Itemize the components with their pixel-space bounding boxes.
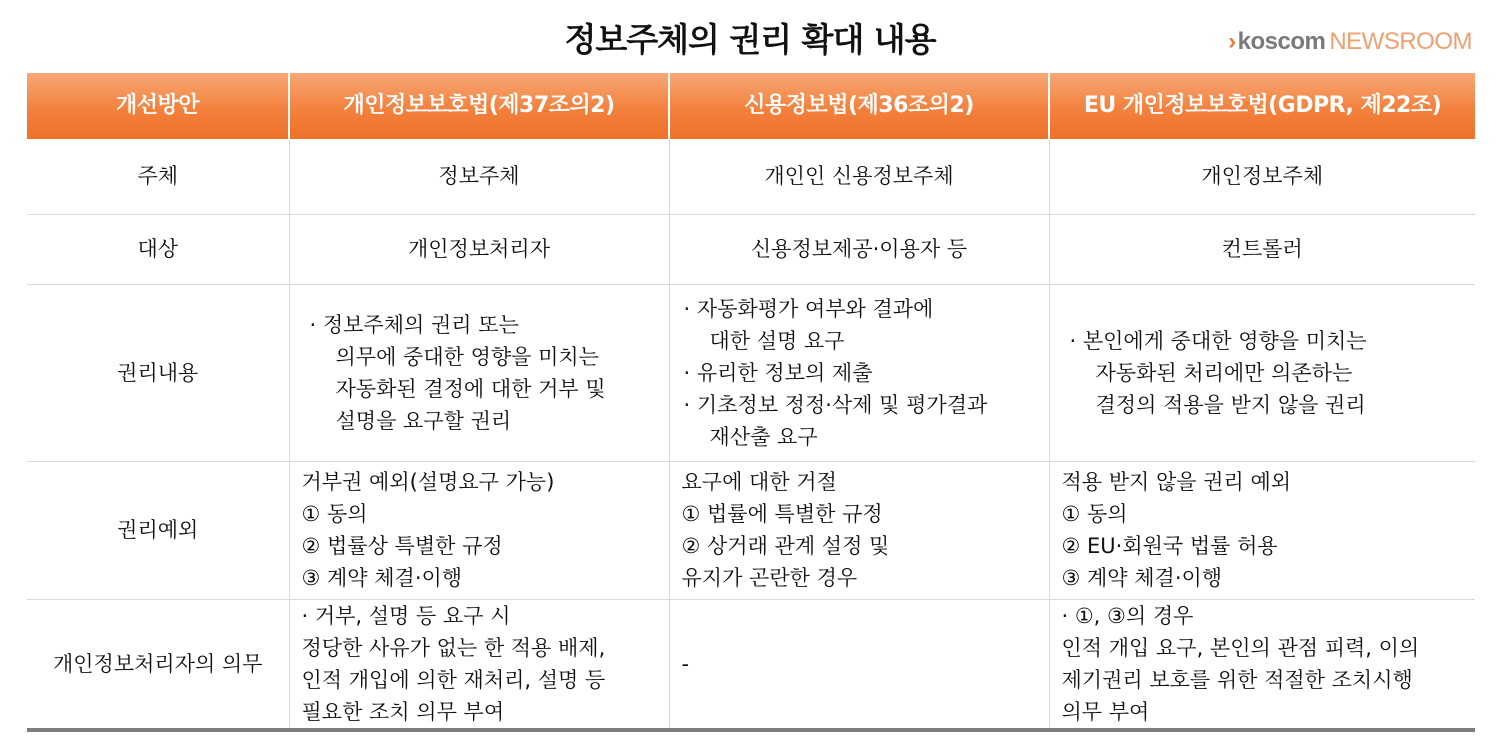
logo-brand: koscom [1237,28,1326,55]
cell-line: 대한 설명 요구 [709,328,845,353]
cell-line: 재산출 요구 [709,424,818,449]
table-cell [289,599,669,730]
row-label: 개인정보처리자의 의무 [27,599,289,730]
cell-line: 적용 받지 않을 권리 예외 [1061,470,1292,494]
cell-line: 설명을 요구할 권리 [335,408,512,433]
cell-line: ③ 계약 체결·이행 [1061,566,1223,590]
cell-line: 결정의 적용을 받지 않을 권리 [1095,392,1366,417]
header-gdpr: EU 개인정보보호법(GDPR, 제22조) [1049,73,1475,139]
table-cell: 개인정보처리자 [289,214,669,284]
chevron-logo-icon: › [1228,28,1236,55]
header-improvement: 개선방안 [27,73,289,139]
cell-line: 제기권리 보호를 위한 적절한 조치시행 [1061,667,1413,692]
cell-line: · ①, ③의 경우 [1061,603,1194,628]
koscom-newsroom-logo [1228,28,1472,56]
cell-line: 거부권 예외(설명요구 가능) [301,470,555,494]
table-cell [1049,284,1475,461]
row-label: 주체 [27,139,289,214]
cell-line: 인적 개입 요구, 본인의 관점 피력, 이의 [1061,635,1420,660]
table-cell [1049,599,1475,730]
cell-line: 정당한 사유가 없는 한 적용 배제, [301,635,606,660]
table-cell: 개인인 신용정보주체 [669,139,1049,214]
logo-newsroom: NEWSROOM [1329,28,1472,55]
cell-line: · 자동화평가 여부와 결과에 [683,296,934,321]
table-cell: 컨트롤러 [1049,214,1475,284]
row-label: 권리내용 [27,284,289,461]
table-cell [669,284,1049,461]
rights-comparison-table [27,73,1475,732]
table-cell: 정보주체 [289,139,669,214]
cell-line: 유지가 곤란한 경우 [681,566,858,590]
cell-line: 의무에 중대한 영향을 미치는 [335,344,599,369]
row-label: 대상 [27,214,289,284]
row-label: 권리예외 [27,461,289,599]
table-cell [289,461,669,599]
table-cell [289,284,669,461]
cell-line: · 본인에게 중대한 영향을 미치는 [1069,328,1367,353]
cell-line: ② 법률상 특별한 규정 [301,534,503,558]
cell-line: · 정보주체의 권리 또는 [309,312,519,337]
table-cell [669,461,1049,599]
cell-line: 자동화된 결정에 대한 거부 및 [335,376,606,401]
cell-line: 요구에 대한 거절 [681,470,837,494]
header-privacy-act: 개인정보보호법(제37조의2) [289,73,669,139]
cell-line: ① 동의 [1061,502,1128,526]
cell-line: · 유리한 정보의 제출 [683,360,873,385]
cell-line: 필요한 조치 의무 부여 [301,699,505,724]
cell-line: ① 동의 [301,502,368,526]
table-row-exceptions [27,461,1475,599]
table-row-subject [27,139,1475,214]
table-row-target [27,214,1475,284]
cell-line: ② 상거래 관계 설정 및 [681,534,890,558]
cell-line: 자동화된 처리에만 의존하는 [1095,360,1353,385]
header-credit-info-act: 신용정보법(제36조의2) [669,73,1049,139]
table-cell: - [669,599,1049,730]
cell-line: 의무 부여 [1061,699,1150,724]
table-row-duty [27,599,1475,730]
cell-line: ③ 계약 체결·이행 [301,566,463,590]
table-header-row [27,73,1475,139]
table-row-rights [27,284,1475,461]
table-cell [1049,461,1475,599]
table-cell: 개인정보주체 [1049,139,1475,214]
table-cell: 신용정보제공·이용자 등 [669,214,1049,284]
page-title: 정보주체의 권리 확대 내용 [564,20,936,59]
cell-line: ① 법률에 특별한 규정 [681,502,883,526]
cell-line: ② EU·회원국 법률 허용 [1061,534,1278,558]
cell-line: · 거부, 설명 등 요구 시 [301,603,511,628]
cell-line: · 기초정보 정정·삭제 및 평가결과 [683,392,988,417]
cell-line: 인적 개입에 의한 재처리, 설명 등 [301,667,606,692]
